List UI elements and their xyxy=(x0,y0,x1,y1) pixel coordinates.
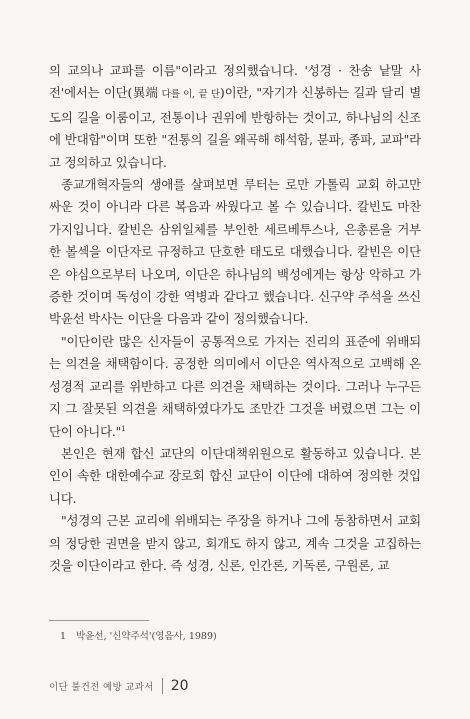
text-run: 의 교의나 교파를 이름"이라고 정의했습니다. '성경 · 찬송 낱말 사전'에서는 이단( xyxy=(49,63,421,101)
paragraph xyxy=(49,331,421,443)
running-head: 이단 불건전 예방 교과서 xyxy=(49,682,154,693)
text-run: 異端 xyxy=(132,85,159,101)
body-text xyxy=(49,60,421,577)
footnote-text: 박윤선, '신약주석'(영음사, 1989) xyxy=(76,631,217,642)
page-footer xyxy=(49,678,189,694)
text-run: )이란, "자기가 신봉하는 길과 달리 별도의 길을 이룸이고, 전통이나 권위에 반항하는 것이고, 하나님의 신조에 반대함"이며 또한 "전통의 길을 왜곡해 해석함, 분파, 종파, 교파"라고 정의하고 있습니다. xyxy=(49,85,422,170)
footer-divider xyxy=(162,678,163,694)
text-run: 종교개혁자들의 생애를 살펴보면 루터는 로만 가톨릭 교회 하고만 싸운 것이 아니라 다른 복음과 싸웠다고 볼 수 있습니다. 칼빈도 마찬가지입니다. 칼빈은 삼위일체를 부인한 세르베투스나, 은총론을 거부한 볼섹을 이단자로 규정하고 단호한 태도로 대했습니다. 칼빈은 이단은 야심으로부터 나오며, 이단은 하나님의 백성에게는 항상 악하고 가증한 것이며 독성이 강한 역병과 같다고 했습니다. 신구약 주석을 쓰신 박윤선 박사는 이단을 다음과 같이 정의했습니다. xyxy=(49,177,421,327)
footnote xyxy=(60,628,217,642)
text-run: "성경의 근본 교리에 위배되는 주장을 하거나 그에 동참하면서 교회의 정당한 권면을 받지 않고, 회개도 하지 않고, 계속 그것을 고집하는 것을 이단이라고 한다. 즉 성경, 신론, 인간론, 기독론, 구원론, 교 xyxy=(49,513,421,573)
paragraph xyxy=(49,60,421,174)
footnote-number: 1 xyxy=(60,631,67,642)
page-number: 20 xyxy=(170,678,189,694)
paragraph xyxy=(49,510,421,577)
paragraph xyxy=(49,174,421,331)
text-run: 본인은 현재 합신 교단의 이단대책위원으로 활동하고 있습니다. 본인이 속한 대한예수교 장로회 합신 교단이 이단에 대하여 정의한 것입니다. xyxy=(49,445,421,506)
text-run: "이단이란 많은 신자들이 공통적으로 가지는 진리의 표준에 위배되는 의견을 채택함이다. 공정한 의미에서 이단은 역사적으로 고백해 온 성경적 교리를 위반하고 다른 의견을 채택하는 것이다. 그러나 누구든지 그 잘못된 의견을 채택하였다가도 조만간 그것을 버렸으면 그는 이단이 아니다." xyxy=(49,333,421,439)
footnote-marker: 1 xyxy=(121,424,126,433)
footnote-rule xyxy=(49,620,149,621)
paragraph xyxy=(49,443,421,510)
hanja-gloss: 다를 이, 끝 단 xyxy=(158,89,220,101)
